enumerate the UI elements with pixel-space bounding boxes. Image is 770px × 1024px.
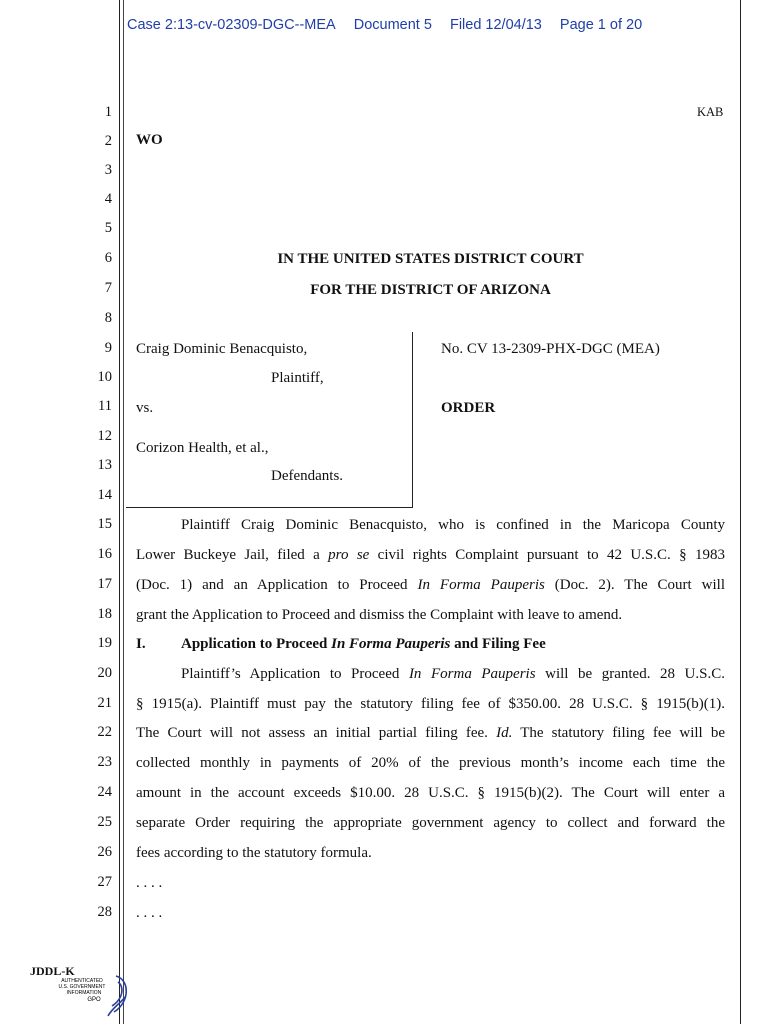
line-number: 4 bbox=[104, 191, 112, 207]
line-number: 11 bbox=[98, 398, 112, 414]
line-number: 20 bbox=[97, 665, 112, 681]
line-number: 22 bbox=[97, 724, 112, 740]
line-number: 27 bbox=[97, 874, 112, 890]
line-number: 17 bbox=[97, 576, 112, 592]
line-number: 28 bbox=[97, 904, 112, 920]
line-number: 10 bbox=[97, 369, 112, 385]
left-margin-rule bbox=[119, 0, 120, 1024]
seal-text: U.S. GOVERNMENT bbox=[58, 984, 106, 990]
line-number: 16 bbox=[97, 546, 112, 562]
line-number: 15 bbox=[97, 516, 112, 532]
document-number-stamp: Document 5 bbox=[353, 17, 432, 33]
plaintiff-name: Craig Dominic Benacquisto, bbox=[136, 341, 308, 357]
seal-text: AUTHENTICATED bbox=[61, 978, 103, 984]
section-number: I. bbox=[136, 636, 146, 652]
line-number: 24 bbox=[97, 784, 112, 800]
line-number: 12 bbox=[97, 428, 112, 444]
line-number: 8 bbox=[104, 310, 112, 326]
right-margin-rule bbox=[740, 0, 741, 1024]
case-number: No. CV 13-2309-PHX-DGC (MEA) bbox=[441, 341, 660, 357]
line-number: 9 bbox=[104, 340, 112, 356]
paragraph-line: (Doc. 1) and an Application to Proceed In Forma Pauperis (Doc. 2). The Court will bbox=[136, 577, 725, 593]
paragraph-line: separate Order requiring the appropriate government agency to collect and forward the bbox=[136, 815, 725, 831]
line-number: 13 bbox=[97, 457, 112, 473]
ecf-header-stamp bbox=[127, 17, 656, 33]
seal-text: INFORMATION bbox=[66, 990, 102, 996]
eagle-emblem-icon bbox=[108, 976, 126, 1016]
defendant-name: Corizon Health, et al., bbox=[136, 440, 269, 456]
paragraph-line: grant the Application to Proceed and dismiss the Complaint with leave to amend. bbox=[136, 607, 623, 623]
paragraph-line: Plaintiff Craig Dominic Benacquisto, who is confined in the Maricopa County bbox=[181, 517, 725, 533]
line-number: 23 bbox=[97, 754, 112, 770]
left-margin-rule-inner bbox=[123, 0, 124, 1024]
plaintiff-role: Plaintiff, bbox=[271, 370, 324, 386]
seal-text: GPO bbox=[87, 997, 101, 1003]
filed-date-stamp: Filed 12/04/13 bbox=[449, 17, 542, 33]
caption-divider-horizontal bbox=[126, 507, 413, 508]
ellipsis: . . . . bbox=[136, 905, 163, 921]
line-number: 6 bbox=[104, 250, 112, 266]
paragraph-line: Lower Buckeye Jail, filed a pro se civil rights Complaint pursuant to 42 U.S.C. § 1983 bbox=[136, 547, 725, 563]
line-number: 7 bbox=[104, 280, 112, 296]
paragraph-line: amount in the account exceeds $10.00. 28 U.S.C. § 1915(b)(2). The Court will enter a bbox=[136, 785, 725, 801]
line-number: 25 bbox=[97, 814, 112, 830]
defendant-role: Defendants. bbox=[271, 468, 344, 484]
line-number: 18 bbox=[97, 606, 112, 622]
case-number-stamp: Case 2:13-cv-02309-DGC--MEA bbox=[127, 17, 336, 33]
line-number: 14 bbox=[97, 487, 112, 503]
ellipsis: . . . . bbox=[136, 875, 163, 891]
document-type: ORDER bbox=[441, 400, 496, 416]
versus: vs. bbox=[136, 400, 154, 416]
court-district: FOR THE DISTRICT OF ARIZONA bbox=[310, 282, 551, 298]
line-number: 3 bbox=[104, 162, 112, 178]
paragraph-line: fees according to the statutory formula. bbox=[136, 845, 372, 861]
line-number: 26 bbox=[97, 844, 112, 860]
line-number: 5 bbox=[104, 220, 112, 236]
line-number: 21 bbox=[97, 695, 112, 711]
line-number: 2 bbox=[104, 133, 112, 149]
paragraph-line: Plaintiff’s Application to Proceed In Forma Pauperis will be granted. 28 U.S.C. bbox=[181, 666, 725, 682]
wo-designation: WO bbox=[136, 132, 163, 148]
paragraph-line: The Court will not assess an initial partial filing fee. Id. The statutory filing fee will be bbox=[136, 725, 726, 741]
caption-divider-vertical bbox=[412, 332, 413, 507]
paragraph-line: collected monthly in payments of 20% of the previous month’s income each time the bbox=[136, 755, 725, 771]
line-number: 1 bbox=[104, 104, 112, 120]
jddl-code: JDDL-K bbox=[30, 964, 75, 978]
section-heading: Application to Proceed In Forma Pauperis and Filing Fee bbox=[181, 636, 546, 652]
line-number: 19 bbox=[97, 635, 112, 651]
paragraph-line: § 1915(a). Plaintiff must pay the statutory filing fee of $350.00. 28 U.S.C. § 1915(b)(1). bbox=[136, 696, 725, 712]
gpo-authentication-seal bbox=[38, 972, 130, 1020]
initials: KAB bbox=[697, 105, 724, 119]
court-name: IN THE UNITED STATES DISTRICT COURT bbox=[277, 251, 584, 267]
page-count-stamp: Page 1 of 20 bbox=[559, 17, 643, 33]
